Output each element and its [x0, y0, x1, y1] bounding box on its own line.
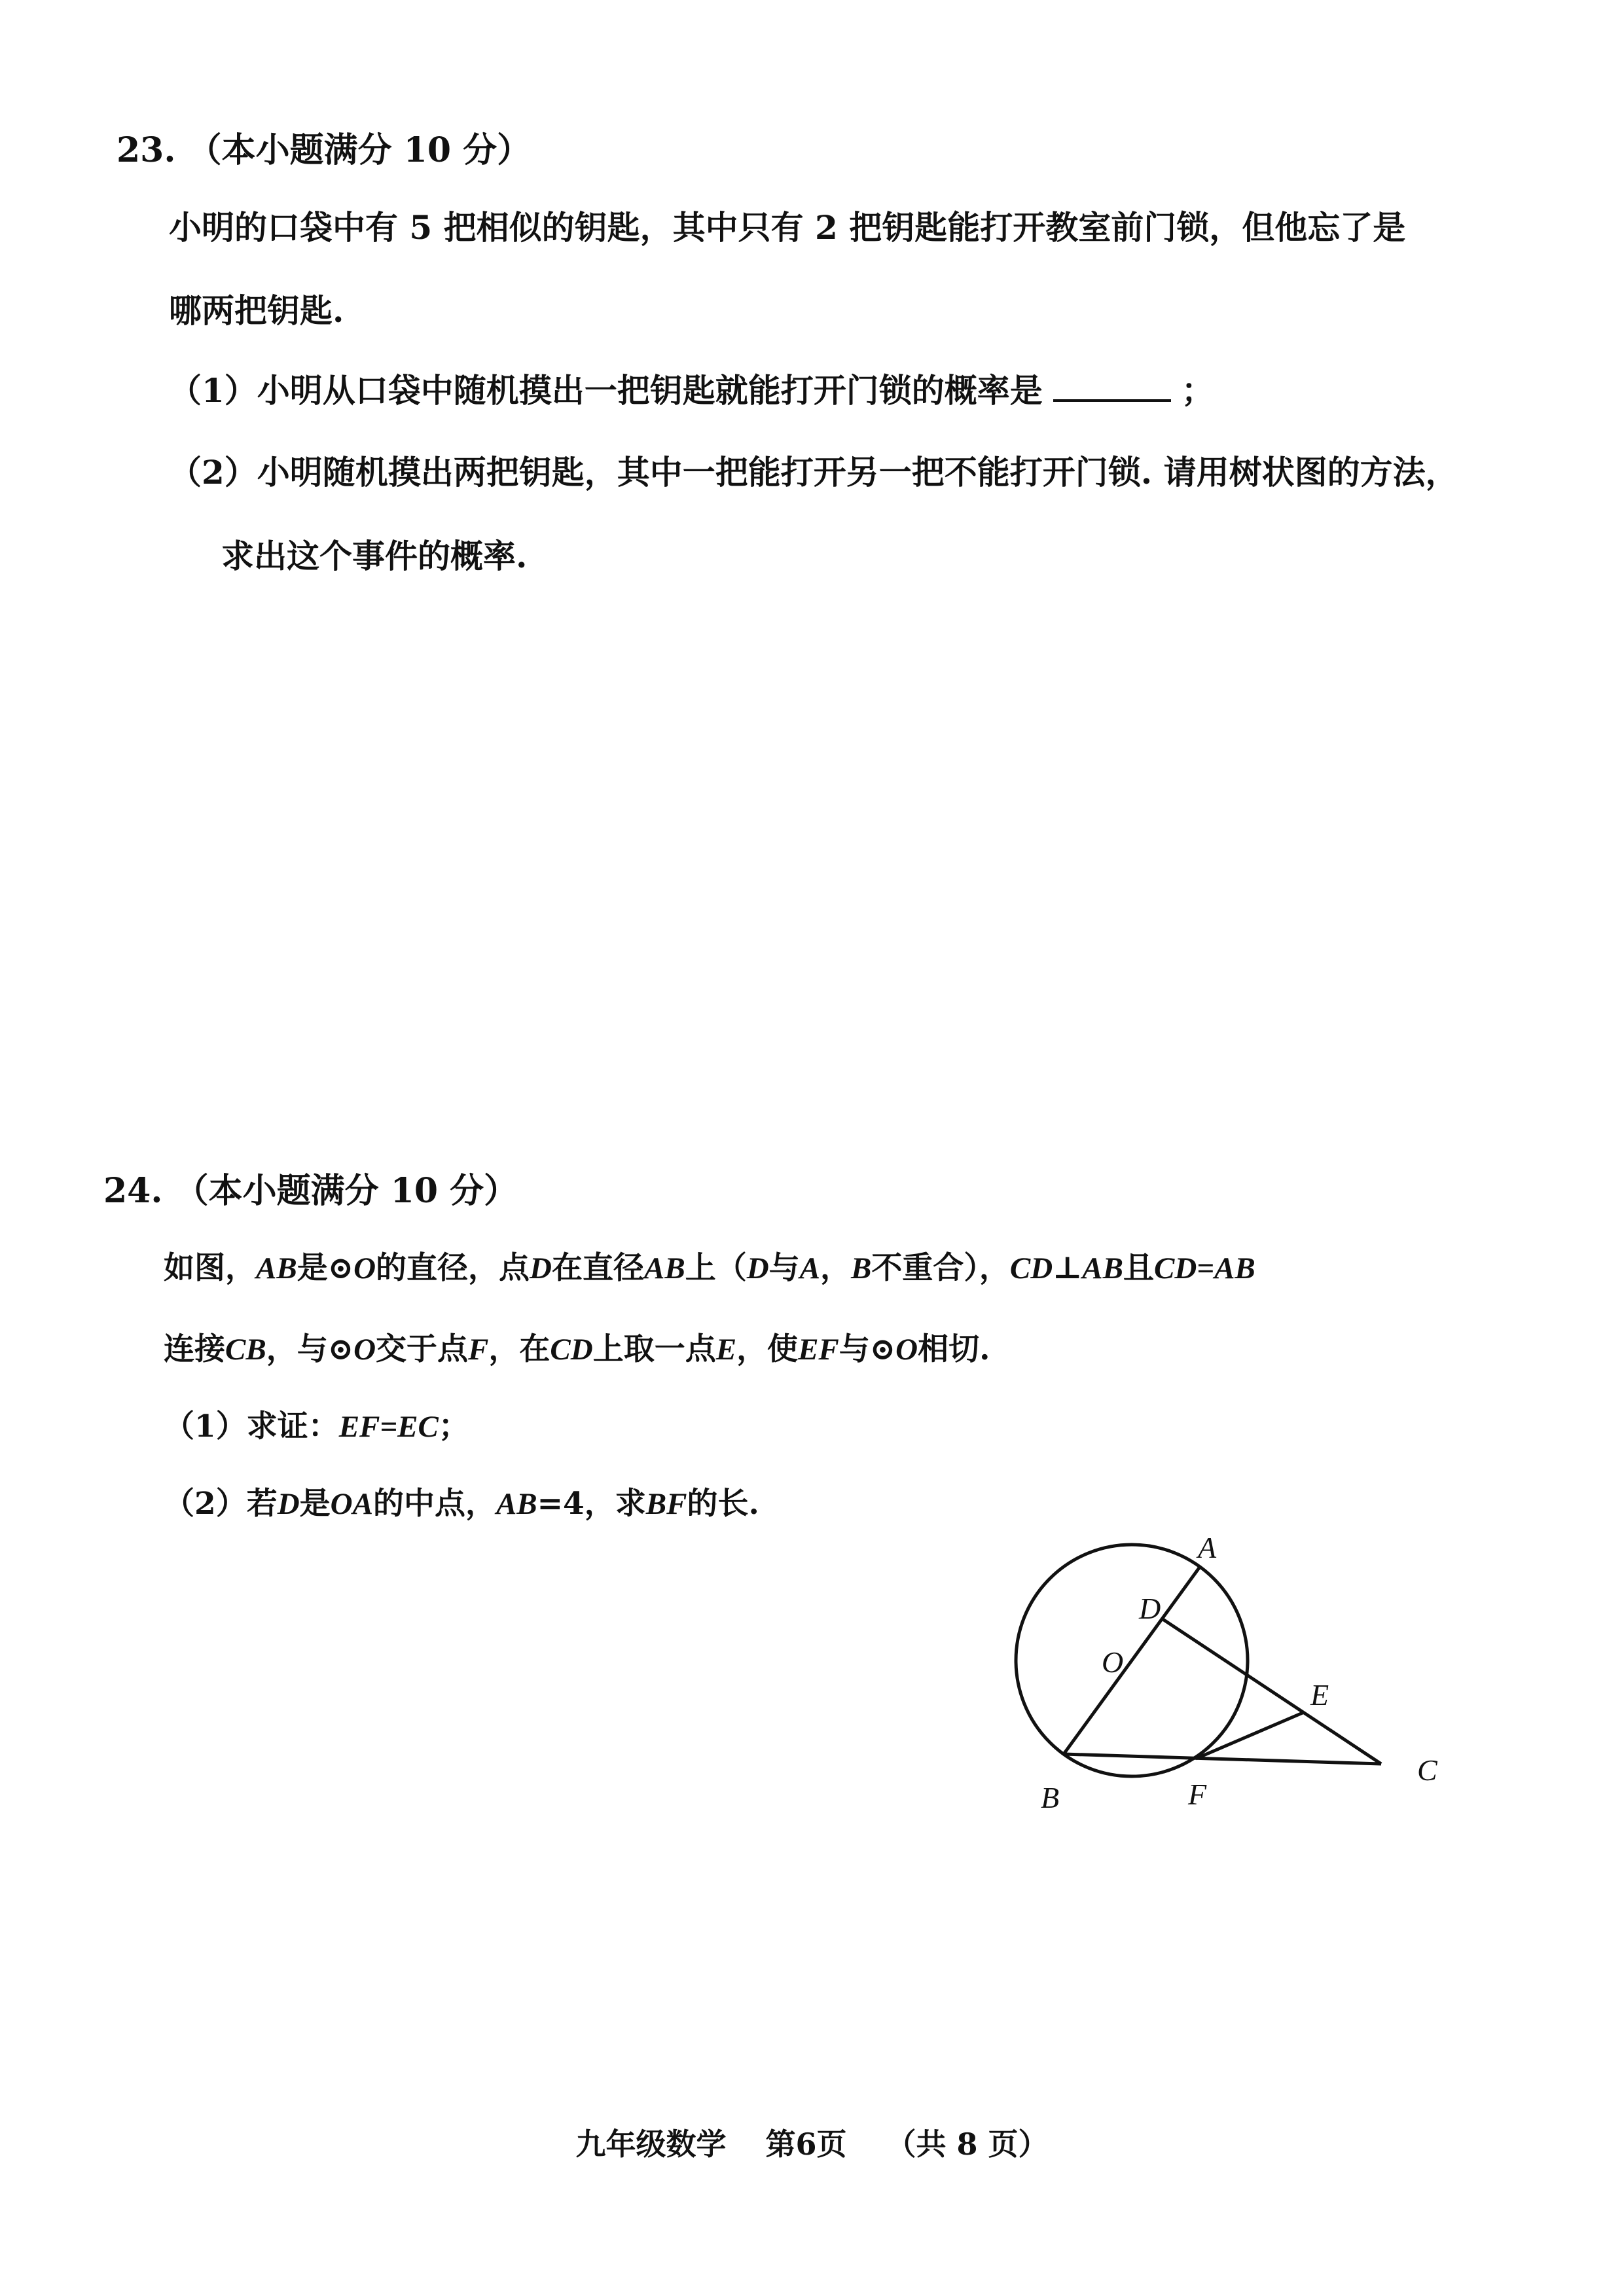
math-ab: AB: [644, 1251, 685, 1285]
text: ，在: [488, 1331, 550, 1367]
label-o: O: [1102, 1645, 1124, 1679]
label-f: F: [1188, 1778, 1207, 1811]
math-cb: CB: [225, 1333, 266, 1367]
math-o: O: [353, 1251, 376, 1285]
math-bf: BF: [645, 1487, 687, 1521]
q23-score: （本小题满分 10 分）: [187, 130, 532, 170]
text: 与: [768, 1250, 800, 1286]
math-o: O: [353, 1333, 376, 1367]
math-ef-eq-ec: EF=EC: [338, 1410, 439, 1444]
label-c: C: [1417, 1753, 1437, 1787]
math-d: D: [746, 1251, 769, 1285]
q23-number: 23.: [117, 130, 176, 170]
math-cd-eq-ab: CD=AB: [1154, 1251, 1255, 1285]
text: ⊥: [1053, 1250, 1083, 1286]
text: 的长.: [687, 1486, 759, 1522]
label-d: D: [1139, 1592, 1161, 1625]
math-b: B: [851, 1251, 872, 1285]
geometry-figure: [982, 1525, 1506, 1826]
q24-score: （本小题满分 10 分）: [174, 1171, 518, 1211]
text: 与⊙: [839, 1331, 896, 1367]
label-e: E: [1310, 1678, 1329, 1712]
answer-blank[interactable]: [1053, 373, 1171, 402]
text: 是⊙: [297, 1250, 354, 1286]
text: 不重合），: [871, 1250, 1010, 1286]
text: 上（: [685, 1250, 747, 1286]
math-ab: AB: [256, 1251, 297, 1285]
math-ef: EF: [798, 1333, 839, 1367]
text: 在直径: [552, 1250, 644, 1286]
q23-part1-text: （1）小明从口袋中随机摸出一把钥匙就能打开门锁的概率是: [169, 371, 1043, 410]
text: =4，求: [537, 1486, 646, 1522]
text: 上取一点: [592, 1331, 716, 1367]
text: ，: [820, 1250, 852, 1286]
diameter-ab: [1064, 1567, 1200, 1754]
q23-part2-line1: （2）小明随机摸出两把钥匙，其中一把能打开另一把不能打开门锁. 请用树状图的方法，: [169, 453, 1458, 492]
text: （1）求证：: [164, 1408, 339, 1444]
q24-line1: [164, 1249, 1255, 1288]
math-cd: CD: [550, 1333, 593, 1367]
text: ，使: [736, 1331, 799, 1367]
math-ab: AB: [1082, 1251, 1123, 1285]
q24-header: [103, 1172, 518, 1211]
text: ，与⊙: [266, 1331, 354, 1367]
page-footer: [0, 2121, 1624, 2164]
text: 相切.: [918, 1331, 990, 1367]
math-d: D: [277, 1487, 300, 1521]
text: （2）若: [164, 1486, 278, 1522]
segment-bc: [1064, 1754, 1381, 1764]
q23-part1-end: ；: [1181, 371, 1214, 410]
text: 的直径，点: [376, 1250, 530, 1286]
q23-part2-line2: 求出这个事件的概率.: [221, 537, 528, 575]
math-ab: AB: [496, 1487, 537, 1521]
math-o: O: [895, 1333, 918, 1367]
q23-header: [117, 131, 531, 170]
math-cd: CD: [1009, 1251, 1053, 1285]
label-b: B: [1041, 1781, 1060, 1814]
math-a: A: [799, 1251, 821, 1285]
footer-page: 第6页: [765, 2126, 847, 2162]
text: 且: [1123, 1250, 1154, 1286]
text: 是: [299, 1486, 331, 1522]
math-e: E: [715, 1333, 737, 1367]
q24-part1: [164, 1407, 469, 1446]
q23-stem-line2: 哪两把钥匙.: [169, 291, 344, 330]
q23-stem-line1: 小明的口袋中有 5 把相似的钥匙，其中只有 2 把钥匙能打开教室前门锁，但他忘了是: [169, 208, 1406, 247]
text: ；: [438, 1408, 469, 1444]
q24-part2: [164, 1484, 759, 1524]
math-d: D: [530, 1251, 552, 1285]
q24-number: 24.: [103, 1171, 163, 1211]
text: 交于点: [376, 1331, 469, 1367]
label-a: A: [1198, 1531, 1217, 1564]
text: 如图，: [164, 1250, 256, 1286]
segment-ef: [1196, 1713, 1303, 1759]
math-oa: OA: [330, 1487, 373, 1521]
q23-part1: [169, 371, 1214, 410]
segment-dc: [1162, 1619, 1381, 1764]
math-f: F: [468, 1333, 489, 1367]
q24-line2: [164, 1330, 990, 1369]
footer-subject: 九年级数学: [575, 2126, 727, 2162]
text: 连接: [164, 1331, 225, 1367]
text: 的中点，: [372, 1486, 496, 1522]
footer-total: （共 8 页）: [886, 2126, 1049, 2162]
